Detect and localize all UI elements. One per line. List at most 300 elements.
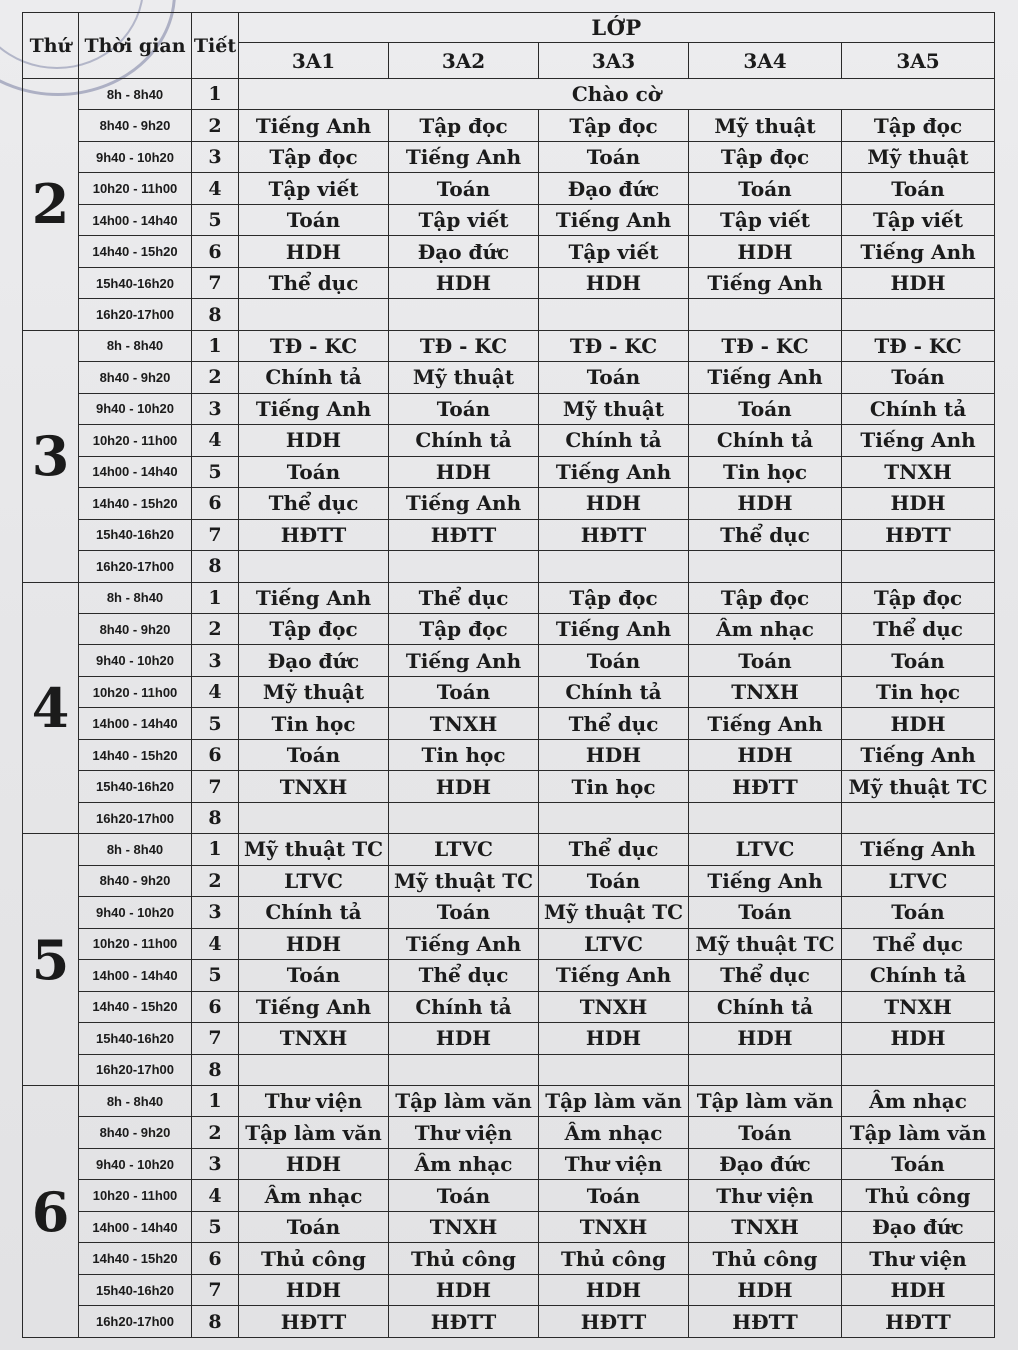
- period-number: 7: [192, 1274, 239, 1305]
- time-slot: 8h - 8h40: [79, 79, 192, 110]
- subject-cell: Toán: [539, 1180, 689, 1211]
- time-slot: 9h40 - 10h20: [79, 393, 192, 424]
- period-number: 6: [192, 1243, 239, 1274]
- subject-cell: Tiếng Anh: [689, 362, 842, 393]
- period-number: 5: [192, 204, 239, 235]
- subject-cell: Thủ công: [239, 1243, 389, 1274]
- timetable: [22, 12, 995, 1338]
- subject-cell: [539, 299, 689, 330]
- time-slot: 14h00 - 14h40: [79, 456, 192, 487]
- table-row: [23, 330, 995, 361]
- period-number: 7: [192, 771, 239, 802]
- time-slot: 8h40 - 9h20: [79, 865, 192, 896]
- table-row: [23, 551, 995, 582]
- subject-cell: Chính tả: [389, 425, 539, 456]
- subject-cell: HDH: [842, 488, 995, 519]
- subject-cell: Tiếng Anh: [842, 425, 995, 456]
- subject-cell: Mỹ thuật: [539, 393, 689, 424]
- table-row: [23, 488, 995, 519]
- table-row: [23, 928, 995, 959]
- table-row: [23, 1306, 995, 1338]
- day-number: 6: [23, 1086, 79, 1338]
- header-class-3a4: 3A4: [689, 43, 842, 79]
- period-number: 6: [192, 739, 239, 770]
- subject-cell: Toán: [689, 393, 842, 424]
- table-row: [23, 897, 995, 928]
- subject-cell: Thể dục: [842, 928, 995, 959]
- time-slot: 8h - 8h40: [79, 582, 192, 613]
- period-number: 4: [192, 1180, 239, 1211]
- subject-cell: TNXH: [239, 1023, 389, 1054]
- subject-cell: Tiếng Anh: [539, 960, 689, 991]
- subject-cell: Đạo đức: [842, 1211, 995, 1242]
- subject-cell: [389, 802, 539, 833]
- subject-cell: Thủ công: [539, 1243, 689, 1274]
- period-number: 8: [192, 551, 239, 582]
- subject-cell: Toán: [842, 1148, 995, 1179]
- subject-cell: Tiếng Anh: [539, 613, 689, 644]
- subject-cell: Tiếng Anh: [239, 393, 389, 424]
- subject-cell: Thủ công: [689, 1243, 842, 1274]
- time-slot: 8h - 8h40: [79, 834, 192, 865]
- time-slot: 10h20 - 11h00: [79, 1180, 192, 1211]
- subject-cell: Tiếng Anh: [389, 928, 539, 959]
- day-number: 5: [23, 834, 79, 1086]
- subject-cell: Toán: [389, 676, 539, 707]
- subject-cell: Chính tả: [389, 991, 539, 1022]
- subject-cell: Tập đọc: [539, 110, 689, 141]
- merged-subject-cell: Chào cờ: [239, 79, 995, 110]
- time-slot: 10h20 - 11h00: [79, 425, 192, 456]
- subject-cell: TĐ - KC: [239, 330, 389, 361]
- time-slot: 8h40 - 9h20: [79, 110, 192, 141]
- table-row: [23, 1086, 995, 1117]
- subject-cell: Tiếng Anh: [539, 456, 689, 487]
- period-number: 3: [192, 393, 239, 424]
- subject-cell: Tập đọc: [842, 582, 995, 613]
- subject-cell: Đạo đức: [389, 236, 539, 267]
- subject-cell: Đạo đức: [539, 173, 689, 204]
- subject-cell: HDH: [842, 267, 995, 298]
- subject-cell: Tin học: [689, 456, 842, 487]
- time-slot: 10h20 - 11h00: [79, 173, 192, 204]
- subject-cell: Tin học: [239, 708, 389, 739]
- table-row: [23, 1243, 995, 1274]
- period-number: 3: [192, 141, 239, 172]
- period-number: 1: [192, 582, 239, 613]
- subject-cell: Mỹ thuật: [239, 676, 389, 707]
- subject-cell: Toán: [539, 141, 689, 172]
- period-number: 6: [192, 991, 239, 1022]
- subject-cell: Tập làm văn: [689, 1086, 842, 1117]
- subject-cell: Tiếng Anh: [389, 141, 539, 172]
- subject-cell: Thư viện: [689, 1180, 842, 1211]
- time-slot: 14h40 - 15h20: [79, 1243, 192, 1274]
- table-row: [23, 393, 995, 424]
- subject-cell: TNXH: [689, 1211, 842, 1242]
- period-number: 5: [192, 960, 239, 991]
- subject-cell: HĐTT: [842, 519, 995, 550]
- table-row: [23, 1180, 995, 1211]
- subject-cell: Mỹ thuật: [389, 362, 539, 393]
- subject-cell: Chính tả: [842, 960, 995, 991]
- subject-cell: Toán: [239, 204, 389, 235]
- subject-cell: HĐTT: [842, 1306, 995, 1338]
- subject-cell: HĐTT: [539, 1306, 689, 1338]
- subject-cell: Chính tả: [239, 897, 389, 928]
- subject-cell: HDH: [539, 267, 689, 298]
- header-class-3a1: 3A1: [239, 43, 389, 79]
- table-row: [23, 645, 995, 676]
- subject-cell: HDH: [689, 488, 842, 519]
- subject-cell: Tập đọc: [389, 110, 539, 141]
- subject-cell: HDH: [689, 1274, 842, 1305]
- subject-cell: Tập đọc: [389, 613, 539, 644]
- table-row: [23, 1211, 995, 1242]
- table-row: [23, 613, 995, 644]
- subject-cell: HDH: [239, 425, 389, 456]
- subject-cell: HDH: [689, 739, 842, 770]
- time-slot: 8h40 - 9h20: [79, 1117, 192, 1148]
- subject-cell: LTVC: [239, 865, 389, 896]
- subject-cell: Chính tả: [689, 991, 842, 1022]
- table-row: [23, 519, 995, 550]
- time-slot: 8h40 - 9h20: [79, 613, 192, 644]
- subject-cell: Toán: [689, 897, 842, 928]
- time-slot: 16h20-17h00: [79, 1054, 192, 1085]
- header-class-3a3: 3A3: [539, 43, 689, 79]
- subject-cell: Toán: [239, 960, 389, 991]
- time-slot: 16h20-17h00: [79, 1306, 192, 1338]
- subject-cell: Chính tả: [842, 393, 995, 424]
- table-row: [23, 991, 995, 1022]
- subject-cell: Tập đọc: [689, 141, 842, 172]
- subject-cell: Toán: [689, 1117, 842, 1148]
- subject-cell: Tiếng Anh: [842, 834, 995, 865]
- time-slot: 14h00 - 14h40: [79, 960, 192, 991]
- subject-cell: Thể dục: [239, 488, 389, 519]
- subject-cell: HDH: [842, 1274, 995, 1305]
- subject-cell: TNXH: [689, 676, 842, 707]
- subject-cell: Toán: [539, 645, 689, 676]
- subject-cell: [539, 802, 689, 833]
- subject-cell: Toán: [689, 645, 842, 676]
- subject-cell: HDH: [842, 1023, 995, 1054]
- subject-cell: Toán: [389, 173, 539, 204]
- subject-cell: Tập đọc: [239, 613, 389, 644]
- subject-cell: [842, 802, 995, 833]
- time-slot: 9h40 - 10h20: [79, 1148, 192, 1179]
- subject-cell: Thủ công: [842, 1180, 995, 1211]
- subject-cell: Toán: [239, 739, 389, 770]
- period-number: 3: [192, 1148, 239, 1179]
- subject-cell: TNXH: [539, 991, 689, 1022]
- table-row: [23, 582, 995, 613]
- subject-cell: Tập viết: [689, 204, 842, 235]
- period-number: 5: [192, 1211, 239, 1242]
- subject-cell: Tập viết: [239, 173, 389, 204]
- timetable-body: [23, 79, 995, 1338]
- time-slot: 14h40 - 15h20: [79, 991, 192, 1022]
- time-slot: 14h40 - 15h20: [79, 739, 192, 770]
- period-number: 1: [192, 834, 239, 865]
- subject-cell: Thư viện: [239, 1086, 389, 1117]
- period-number: 4: [192, 425, 239, 456]
- table-row: [23, 299, 995, 330]
- subject-cell: Tin học: [389, 739, 539, 770]
- subject-cell: LTVC: [389, 834, 539, 865]
- subject-cell: Mỹ thuật: [842, 141, 995, 172]
- subject-cell: HDH: [239, 236, 389, 267]
- subject-cell: Tập đọc: [842, 110, 995, 141]
- subject-cell: [689, 802, 842, 833]
- table-row: [23, 110, 995, 141]
- table-row: [23, 267, 995, 298]
- table-row: [23, 834, 995, 865]
- subject-cell: [842, 1054, 995, 1085]
- table-row: [23, 236, 995, 267]
- period-number: 5: [192, 708, 239, 739]
- time-slot: 15h40-16h20: [79, 1274, 192, 1305]
- subject-cell: [239, 1054, 389, 1085]
- table-row: [23, 1054, 995, 1085]
- header-time: Thời gian: [79, 13, 192, 79]
- subject-cell: HDH: [689, 1023, 842, 1054]
- subject-cell: LTVC: [842, 865, 995, 896]
- subject-cell: Thể dục: [539, 834, 689, 865]
- time-slot: 14h00 - 14h40: [79, 708, 192, 739]
- period-number: 6: [192, 236, 239, 267]
- time-slot: 15h40-16h20: [79, 519, 192, 550]
- subject-cell: Thư viện: [389, 1117, 539, 1148]
- subject-cell: Thể dục: [689, 960, 842, 991]
- subject-cell: Tiếng Anh: [842, 739, 995, 770]
- subject-cell: Đạo đức: [239, 645, 389, 676]
- subject-cell: Toán: [842, 897, 995, 928]
- subject-cell: HDH: [539, 488, 689, 519]
- subject-cell: Tiếng Anh: [689, 267, 842, 298]
- subject-cell: Tiếng Anh: [239, 991, 389, 1022]
- subject-cell: TNXH: [842, 991, 995, 1022]
- time-slot: 16h20-17h00: [79, 802, 192, 833]
- subject-cell: TNXH: [389, 1211, 539, 1242]
- subject-cell: HDH: [689, 236, 842, 267]
- subject-cell: Thể dục: [239, 267, 389, 298]
- subject-cell: Mỹ thuật TC: [842, 771, 995, 802]
- subject-cell: Thủ công: [389, 1243, 539, 1274]
- period-number: 4: [192, 173, 239, 204]
- subject-cell: HDH: [842, 708, 995, 739]
- subject-cell: Thể dục: [539, 708, 689, 739]
- subject-cell: Chính tả: [539, 676, 689, 707]
- subject-cell: Toán: [539, 865, 689, 896]
- subject-cell: TNXH: [239, 771, 389, 802]
- subject-cell: Âm nhạc: [842, 1086, 995, 1117]
- time-slot: 14h40 - 15h20: [79, 236, 192, 267]
- time-slot: 10h20 - 11h00: [79, 676, 192, 707]
- subject-cell: [389, 551, 539, 582]
- subject-cell: Tập làm văn: [539, 1086, 689, 1117]
- table-row: [23, 362, 995, 393]
- table-row: [23, 1023, 995, 1054]
- subject-cell: Tin học: [539, 771, 689, 802]
- header-day: Thứ: [23, 13, 79, 79]
- subject-cell: Tập viết: [389, 204, 539, 235]
- period-number: 5: [192, 456, 239, 487]
- subject-cell: Tin học: [842, 676, 995, 707]
- subject-cell: [389, 1054, 539, 1085]
- subject-cell: Mỹ thuật: [689, 110, 842, 141]
- subject-cell: HĐTT: [239, 1306, 389, 1338]
- table-row: [23, 79, 995, 110]
- subject-cell: Toán: [842, 645, 995, 676]
- subject-cell: Toán: [389, 897, 539, 928]
- subject-cell: Mỹ thuật TC: [389, 865, 539, 896]
- period-number: 8: [192, 299, 239, 330]
- subject-cell: HDH: [239, 1148, 389, 1179]
- time-slot: 9h40 - 10h20: [79, 141, 192, 172]
- time-slot: 8h40 - 9h20: [79, 362, 192, 393]
- day-number: 4: [23, 582, 79, 834]
- table-row: [23, 739, 995, 770]
- subject-cell: [239, 802, 389, 833]
- subject-cell: Tập làm văn: [389, 1086, 539, 1117]
- subject-cell: Tiếng Anh: [239, 582, 389, 613]
- subject-cell: TĐ - KC: [389, 330, 539, 361]
- period-number: 7: [192, 1023, 239, 1054]
- subject-cell: TNXH: [842, 456, 995, 487]
- table-row: [23, 676, 995, 707]
- subject-cell: TNXH: [539, 1211, 689, 1242]
- subject-cell: Thể dục: [689, 519, 842, 550]
- subject-cell: Âm nhạc: [539, 1117, 689, 1148]
- time-slot: 15h40-16h20: [79, 267, 192, 298]
- subject-cell: Âm nhạc: [239, 1180, 389, 1211]
- subject-cell: TĐ - KC: [689, 330, 842, 361]
- period-number: 4: [192, 928, 239, 959]
- subject-cell: Toán: [842, 173, 995, 204]
- table-row: [23, 960, 995, 991]
- subject-cell: Âm nhạc: [389, 1148, 539, 1179]
- subject-cell: HDH: [389, 771, 539, 802]
- time-slot: 14h00 - 14h40: [79, 204, 192, 235]
- subject-cell: Chính tả: [689, 425, 842, 456]
- subject-cell: Toán: [539, 362, 689, 393]
- period-number: 3: [192, 645, 239, 676]
- subject-cell: Toán: [842, 362, 995, 393]
- subject-cell: HDH: [239, 928, 389, 959]
- time-slot: 9h40 - 10h20: [79, 645, 192, 676]
- subject-cell: Đạo đức: [689, 1148, 842, 1179]
- subject-cell: Chính tả: [539, 425, 689, 456]
- subject-cell: Tập đọc: [539, 582, 689, 613]
- subject-cell: Tập làm văn: [842, 1117, 995, 1148]
- table-row: [23, 802, 995, 833]
- subject-cell: HDH: [389, 1274, 539, 1305]
- subject-cell: LTVC: [539, 928, 689, 959]
- subject-cell: Mỹ thuật TC: [689, 928, 842, 959]
- period-number: 8: [192, 1306, 239, 1338]
- subject-cell: HDH: [539, 739, 689, 770]
- subject-cell: Toán: [389, 393, 539, 424]
- subject-cell: Mỹ thuật TC: [239, 834, 389, 865]
- table-row: [23, 204, 995, 235]
- period-number: 2: [192, 865, 239, 896]
- subject-cell: [689, 299, 842, 330]
- subject-cell: Tiếng Anh: [239, 110, 389, 141]
- period-number: 8: [192, 802, 239, 833]
- table-row: [23, 865, 995, 896]
- subject-cell: Thư viện: [539, 1148, 689, 1179]
- time-slot: 14h00 - 14h40: [79, 1211, 192, 1242]
- table-row: [23, 141, 995, 172]
- period-number: 4: [192, 676, 239, 707]
- subject-cell: [842, 299, 995, 330]
- period-number: 8: [192, 1054, 239, 1085]
- subject-cell: HDH: [389, 1023, 539, 1054]
- subject-cell: HĐTT: [689, 1306, 842, 1338]
- period-number: 2: [192, 613, 239, 644]
- subject-cell: HĐTT: [239, 519, 389, 550]
- day-number: 2: [23, 79, 79, 331]
- period-number: 2: [192, 362, 239, 393]
- header-class-group: LỚP: [239, 13, 995, 43]
- subject-cell: [539, 551, 689, 582]
- subject-cell: Chính tả: [239, 362, 389, 393]
- subject-cell: Toán: [239, 456, 389, 487]
- table-row: [23, 425, 995, 456]
- subject-cell: Thư viện: [842, 1243, 995, 1274]
- period-number: 2: [192, 1117, 239, 1148]
- subject-cell: TĐ - KC: [842, 330, 995, 361]
- subject-cell: [689, 1054, 842, 1085]
- table-row: [23, 1148, 995, 1179]
- period-number: 1: [192, 1086, 239, 1117]
- subject-cell: Thể dục: [842, 613, 995, 644]
- subject-cell: Tiếng Anh: [539, 204, 689, 235]
- period-number: 2: [192, 110, 239, 141]
- period-number: 1: [192, 79, 239, 110]
- subject-cell: HĐTT: [389, 1306, 539, 1338]
- subject-cell: Tiếng Anh: [689, 708, 842, 739]
- subject-cell: TĐ - KC: [539, 330, 689, 361]
- period-number: 1: [192, 330, 239, 361]
- subject-cell: Tập viết: [539, 236, 689, 267]
- subject-cell: TNXH: [389, 708, 539, 739]
- subject-cell: Toán: [689, 173, 842, 204]
- subject-cell: HDH: [389, 267, 539, 298]
- table-row: [23, 1117, 995, 1148]
- subject-cell: Tập đọc: [239, 141, 389, 172]
- time-slot: 8h - 8h40: [79, 330, 192, 361]
- table-row: [23, 173, 995, 204]
- period-number: 6: [192, 488, 239, 519]
- time-slot: 16h20-17h00: [79, 299, 192, 330]
- subject-cell: Tiếng Anh: [389, 488, 539, 519]
- subject-cell: HĐTT: [389, 519, 539, 550]
- time-slot: 8h - 8h40: [79, 1086, 192, 1117]
- subject-cell: Tập viết: [842, 204, 995, 235]
- day-number: 3: [23, 330, 79, 582]
- subject-cell: Tiếng Anh: [389, 645, 539, 676]
- table-row: [23, 771, 995, 802]
- period-number: 7: [192, 267, 239, 298]
- time-slot: 10h20 - 11h00: [79, 928, 192, 959]
- time-slot: 14h40 - 15h20: [79, 488, 192, 519]
- subject-cell: Mỹ thuật TC: [539, 897, 689, 928]
- subject-cell: HĐTT: [539, 519, 689, 550]
- subject-cell: Âm nhạc: [689, 613, 842, 644]
